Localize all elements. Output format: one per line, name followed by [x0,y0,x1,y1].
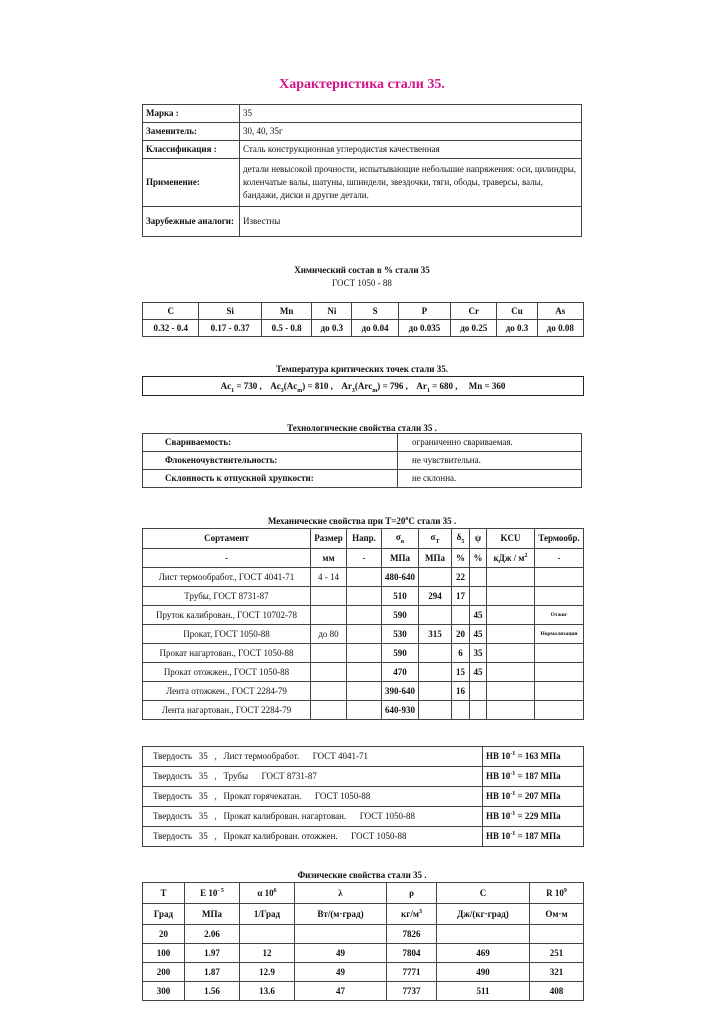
hardness-desc: Твердость 35 , Прокат горячекатан. ГОСТ 1050-88 [143,787,483,807]
phys-cell [437,925,530,944]
mech-unit: - [143,549,311,568]
phys-cell: 7737 [387,982,437,1001]
mech-header: Напр. [347,529,382,549]
phys-cell [240,925,295,944]
mech-cell: Лист термообработ., ГОСТ 4041-71 [143,568,311,587]
tech-label: Флокеночувствительность: [143,452,398,470]
mech-cell [470,587,487,606]
mech-unit: - [347,549,382,568]
phys-unit: МПа [185,904,240,925]
chem-value: 0.5 - 0.8 [261,320,311,337]
mech-unit: % [452,549,470,568]
tech-label: Свариваемость: [143,434,398,452]
mech-unit: - [535,549,584,568]
mech-cell: 590 [382,606,419,625]
mech-cell [470,568,487,587]
phys-table [142,882,584,1001]
mech-cell [470,682,487,701]
row-value: Известны [240,207,582,237]
table-row [143,470,582,488]
mech-cell: 45 [470,625,487,644]
phys-cell: 469 [437,944,530,963]
mech-cell: 6 [452,644,470,663]
phys-header: E $10^{- 5}$ [185,883,240,904]
mech-cell: Отжиг [535,606,584,625]
phys-unit: $кг/м^3$ [387,904,437,925]
mech-cell: 20 [452,625,470,644]
mech-cell: 530 [382,625,419,644]
mech-cell [487,606,535,625]
mech-cell [347,587,382,606]
mech-cell: 15 [452,663,470,682]
mech-cell [452,606,470,625]
mech-cell: 22 [452,568,470,587]
hardness-value: HB $10^{-1} = 207$ МПа [483,787,584,807]
table-row [143,320,584,337]
phys-unit: 1/Град [240,904,295,925]
mech-cell: 45 [470,663,487,682]
chem-value: до 0.04 [352,320,398,337]
chem-header: P [398,303,450,320]
phys-cell: 1.87 [185,963,240,982]
table-row [143,944,584,963]
table-row [143,549,584,568]
phys-unit: Ом·м [530,904,584,925]
phys-cell: 12.9 [240,963,295,982]
crit-caption: Температура критических точек стали 35. [276,364,448,374]
phys-cell: 100 [143,944,185,963]
chem-value: до 0.3 [497,320,537,337]
chem-header: As [537,303,583,320]
phys-cell: 7826 [387,925,437,944]
mech-cell [347,625,382,644]
mech-cell [535,663,584,682]
row-value: 30, 40, 35г [240,123,582,141]
table-row [143,827,584,847]
phys-header: ρ [387,883,437,904]
hardness-desc: Твердость 35 , Прокат калиброван. отожжен. ГОСТ 1050-88 [143,827,483,847]
phys-unit: Град [143,904,185,925]
chem-value: до 0.25 [451,320,497,337]
table-row [143,303,584,320]
phys-cell: 200 [143,963,185,982]
chem-header: S [352,303,398,320]
hardness-value: HB $10^{-1} = 229$ МПа [483,807,584,827]
mech-cell [347,644,382,663]
mech-cell [347,663,382,682]
mech-cell [487,568,535,587]
mech-cell: Трубы, ГОСТ 8731-87 [143,587,311,606]
table-row [143,925,584,944]
table-row [143,587,584,606]
phys-header: λ [295,883,387,904]
crit-ac3: $Ac_3(Ac_m) = 810$ , [270,381,333,394]
mech-cell [347,701,382,720]
mech-cell [311,682,347,701]
phys-cell: 7771 [387,963,437,982]
mech-unit: мм [311,549,347,568]
mech-cell: 470 [382,663,419,682]
phys-cell: 20 [143,925,185,944]
table-row [143,682,584,701]
crit-box [142,376,584,396]
phys-cell: 49 [295,963,387,982]
mech-cell [311,701,347,720]
phys-caption: Физические свойства стали 35 . [297,870,427,880]
hardness-value: HB $10^{-1} = 187$ МПа [483,767,584,787]
phys-unit: Дж/(кг·град) [437,904,530,925]
hardness-desc: Твердость 35 , Трубы ГОСТ 8731-87 [143,767,483,787]
mech-cell: Лента отожжен., ГОСТ 2284-79 [143,682,311,701]
phys-cell: 1.56 [185,982,240,1001]
mech-cell: до 80 [311,625,347,644]
mech-cell [419,606,452,625]
hardness-value: HB $10^{-1} = 163$ МПа [483,747,584,767]
mech-cell [419,701,452,720]
mech-cell: 16 [452,682,470,701]
table-row [143,434,582,452]
row-label: Классификация : [143,141,240,159]
mech-cell [311,606,347,625]
mech-cell [535,587,584,606]
row-label: Зарубежные аналоги: [143,207,240,237]
phys-cell: 47 [295,982,387,1001]
table-row [143,568,584,587]
chem-header: Mn [261,303,311,320]
mech-header: Термообр. [535,529,584,549]
chem-value: 0.17 - 0.37 [199,320,262,337]
mech-header: $\sigma_в$ [382,529,419,549]
tech-value: ограниченно свариваемая. [398,434,582,452]
chem-value: до 0.3 [312,320,352,337]
mech-cell [487,587,535,606]
tech-caption: Технологические свойства стали 35 . [287,423,437,433]
general-table [142,104,582,237]
row-label: Применение: [143,159,240,207]
tech-table [142,433,582,488]
mech-cell [535,568,584,587]
table-row [143,904,584,925]
row-value: 35 [240,105,582,123]
mech-cell [347,606,382,625]
mech-cell [470,701,487,720]
phys-cell: 13.6 [240,982,295,1001]
table-row [143,963,584,982]
mech-cell: 390-640 [382,682,419,701]
mech-header: $\delta_5$ [452,529,470,549]
row-label: Заменитель: [143,123,240,141]
mech-cell: 640-930 [382,701,419,720]
table-row [143,767,584,787]
table-row [143,141,582,159]
table-row [143,452,582,470]
phys-cell: 251 [530,944,584,963]
phys-header: C [437,883,530,904]
table-row [143,606,584,625]
mech-cell [311,587,347,606]
mech-cell: Прокат отожжен., ГОСТ 1050-88 [143,663,311,682]
mech-cell: Лента нагартован., ГОСТ 2284-79 [143,701,311,720]
table-row [143,883,584,904]
table-row [143,123,582,141]
mech-unit: МПа [419,549,452,568]
phys-cell: 490 [437,963,530,982]
mech-cell [311,644,347,663]
table-row [143,105,582,123]
mech-cell [487,625,535,644]
phys-cell [530,925,584,944]
table-row [143,644,584,663]
mech-cell: 4 - 14 [311,568,347,587]
row-value: детали невысокой прочности, испытывающие небольшие напряжения: оси, цилиндры, коленчатые валы, шатуны, шпиндели, звездочки, тяги, ободы, траверсы, валы, бандажи, диски и другие детали. [240,159,582,207]
phys-cell: 2.06 [185,925,240,944]
mech-cell: Прокат нагартован., ГОСТ 1050-88 [143,644,311,663]
phys-cell: 511 [437,982,530,1001]
mech-cell [452,701,470,720]
mech-cell: Прокат, ГОСТ 1050-88 [143,625,311,644]
table-row [143,787,584,807]
crit-ar3: $Ar_3(Arc_m) = 796$ , [341,381,408,394]
mech-unit: МПа [382,549,419,568]
phys-cell: 300 [143,982,185,1001]
chem-value: 0.32 - 0.4 [143,320,199,337]
mech-table [142,528,584,720]
tech-value: не чувствительна. [398,452,582,470]
chem-header: Cu [497,303,537,320]
mech-cell [347,568,382,587]
crit-ac1: $Ac_1 = 730$ , [220,381,262,394]
phys-cell: 1.97 [185,944,240,963]
mech-cell: 17 [452,587,470,606]
page-title: Характеристика стали 35. [279,77,445,92]
phys-cell: 49 [295,944,387,963]
table-row [143,207,582,237]
table-row [143,747,584,767]
chem-table [142,302,584,337]
row-label: Марка : [143,105,240,123]
mech-cell: Нормализация [535,625,584,644]
row-value: Сталь конструкционная углеродистая качественная [240,141,582,159]
crit-mn: Mn = 360 [468,381,506,391]
phys-cell [295,925,387,944]
chem-header: Cr [451,303,497,320]
chem-subcaption: ГОСТ 1050 - 88 [332,278,392,288]
phys-cell: 321 [530,963,584,982]
mech-cell: 35 [470,644,487,663]
chem-header: Ni [312,303,352,320]
mech-cell: 590 [382,644,419,663]
mech-cell [419,682,452,701]
phys-cell: 408 [530,982,584,1001]
mech-unit: % [470,549,487,568]
table-row [143,663,584,682]
mech-cell [535,701,584,720]
mech-cell [487,663,535,682]
tech-label: Склонность к отпускной хрупкости: [143,470,398,488]
mech-cell [347,682,382,701]
phys-cell: 12 [240,944,295,963]
crit-ar1: $Ar_1 = 680$ , [416,381,458,394]
table-row [143,982,584,1001]
mech-cell [535,644,584,663]
table-row [143,625,584,644]
mech-cell: 480-640 [382,568,419,587]
mech-cell: 315 [419,625,452,644]
mech-cell: 294 [419,587,452,606]
mech-header: Сортамент [143,529,311,549]
mech-header: Размер [311,529,347,549]
hardness-desc: Твердость 35 , Лист термообработ. ГОСТ 4041-71 [143,747,483,767]
mech-cell [535,682,584,701]
mech-header: $\sigma_T$ [419,529,452,549]
mech-cell [419,644,452,663]
chem-value: до 0.035 [398,320,450,337]
chem-header: C [143,303,199,320]
table-row [143,529,584,549]
mech-cell: 510 [382,587,419,606]
phys-header: T [143,883,185,904]
phys-cell: 7804 [387,944,437,963]
tech-value: не склонна. [398,470,582,488]
mech-cell [487,682,535,701]
table-row [143,701,584,720]
mech-caption: Механические свойства при $Т=20^oС$ стали 35 . [267,516,457,526]
phys-header: R $10^9$ [530,883,584,904]
mech-cell [487,644,535,663]
mech-cell: Пруток калиброван., ГОСТ 10702-78 [143,606,311,625]
mech-cell [419,568,452,587]
mech-cell [419,663,452,682]
mech-cell: 45 [470,606,487,625]
phys-clip [142,882,586,996]
mech-cell [311,663,347,682]
chem-caption: Химический состав в % стали 35 [294,265,430,275]
hardness-desc: Твердость 35 , Прокат калиброван. нагартован. ГОСТ 1050-88 [143,807,483,827]
mech-cell [487,701,535,720]
table-row [143,159,582,207]
phys-header: α $10^6$ [240,883,295,904]
mech-header: ψ [470,529,487,549]
chem-value: до 0.08 [537,320,583,337]
mech-unit: кДж / $м^2$ [487,549,535,568]
table-row [143,807,584,827]
hardness-value: HB $10^{-1} = 187$ МПа [483,827,584,847]
phys-unit: Вт/(м·град) [295,904,387,925]
chem-header: Si [199,303,262,320]
hardness-table [142,746,584,847]
mech-header: KCU [487,529,535,549]
